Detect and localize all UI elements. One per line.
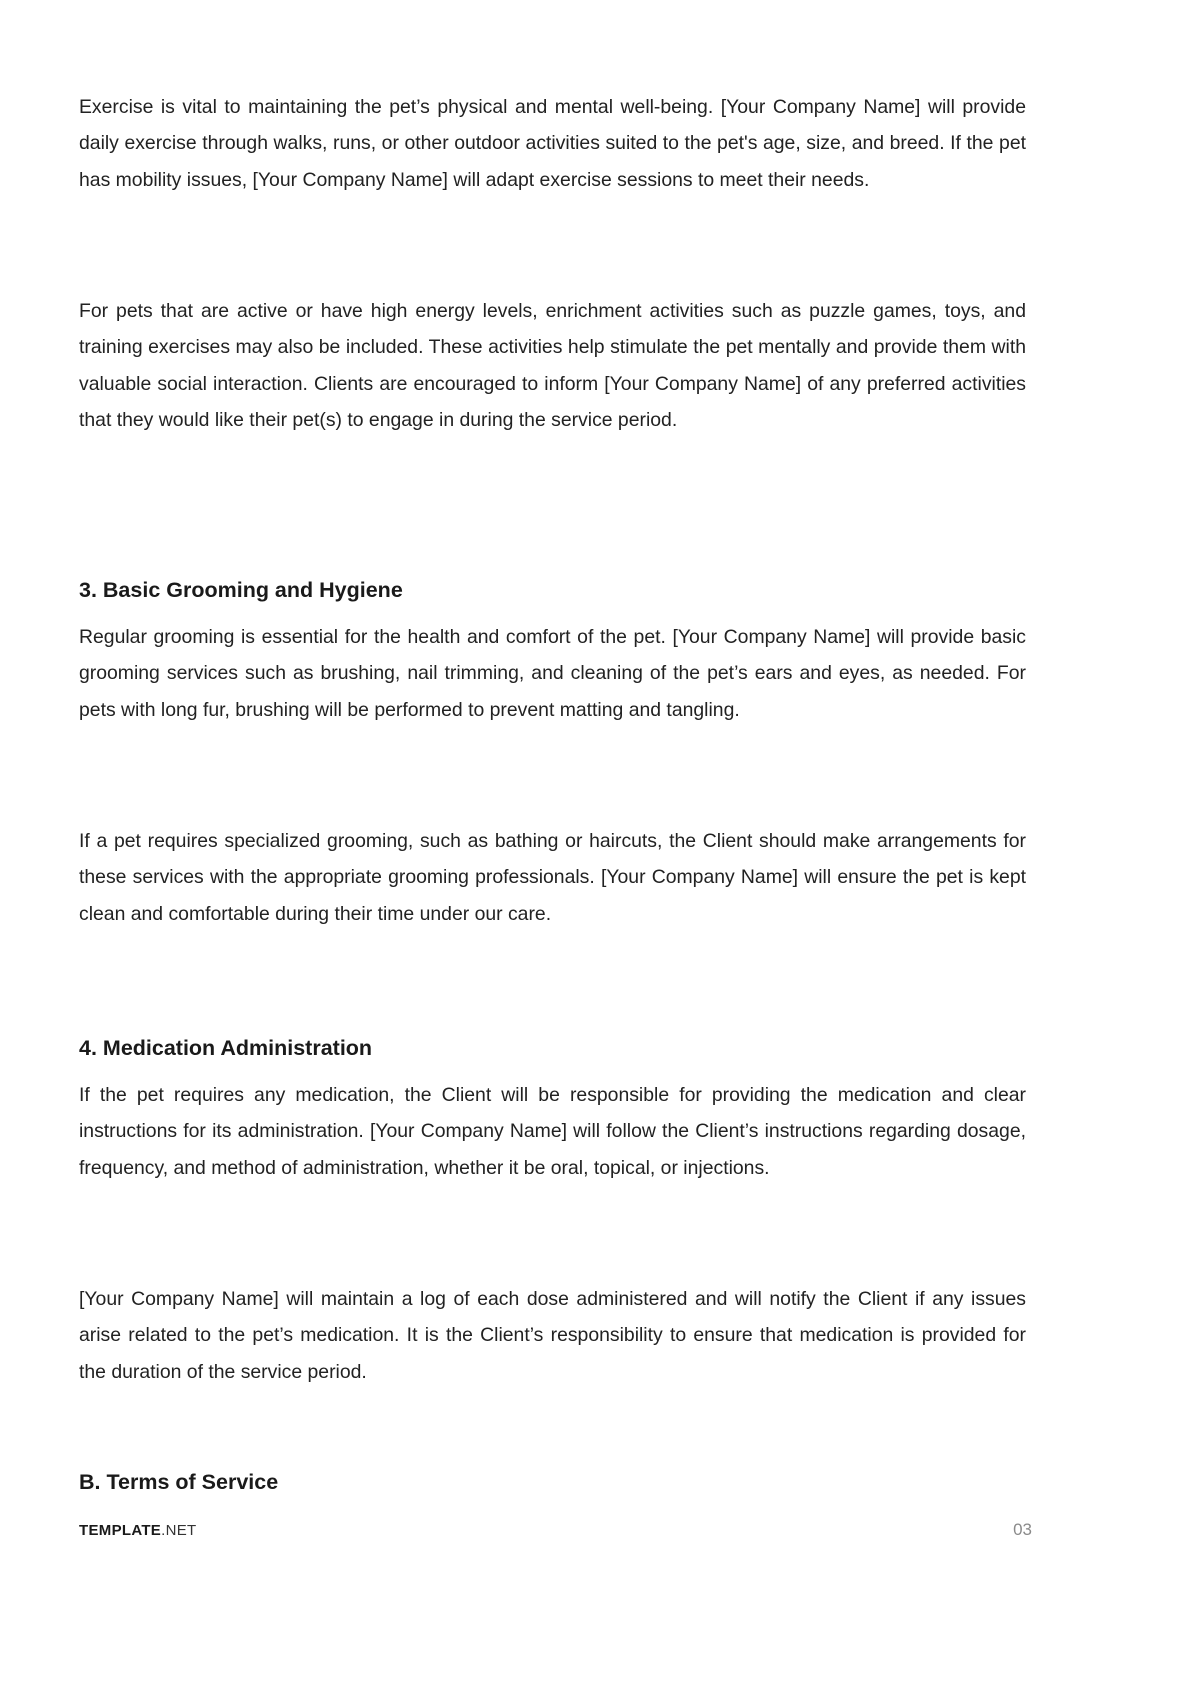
- brand-name-suffix: .NET: [161, 1522, 197, 1539]
- paragraph-text: Exercise is vital to maintaining the pet’s physical and mental well-being. [Your Company Name] will provide daily exercise through walks, runs, or other outdoor activities suited to the pet's age, size, and breed. If the pet has mobility issues, [Your Company Name] will adapt exercise sessions to meet their needs.: [79, 96, 1026, 191]
- page-number: 03: [1013, 1520, 1032, 1539]
- section-heading-medication: [79, 1034, 1026, 1062]
- section-heading: 4. Medication Administration: [79, 1036, 373, 1060]
- paragraph-text: [Your Company Name] will maintain a log of each dose administered and will notify the Client if any issues arise related to the pet’s medication. It is the Client’s responsibility to ensure that medication is provided for the duration of the service period.: [79, 1288, 1026, 1383]
- paragraph-exercise-1: [79, 89, 1026, 198]
- paragraph-medication-2: [79, 1281, 1026, 1390]
- brand-name-bold: TEMPLATE: [79, 1522, 162, 1539]
- paragraph-text: If a pet requires specialized grooming, such as bathing or haircuts, the Client should make arrangements for these services with the appropriate grooming professionals. [Your Company Name] will ensure the pet is kept clean and comfortable during their time under our care.: [79, 830, 1026, 925]
- section-heading: 3. Basic Grooming and Hygiene: [79, 578, 403, 602]
- paragraph-grooming-2: [79, 823, 1026, 932]
- paragraph-text: If the pet requires any medication, the Client will be responsible for providing the medication and clear instructions for its administration. [Your Company Name] will follow the Client’s instructions regarding dosage, frequency, and method of administration, whether it be oral, topical, or injections.: [79, 1084, 1026, 1179]
- section-heading-grooming: [79, 576, 1026, 604]
- paragraph-text: Regular grooming is essential for the health and comfort of the pet. [Your Company Name] will provide basic grooming services such as brushing, nail trimming, and cleaning of the pet’s ears and eyes, as needed. For pets with long fur, brushing will be performed to prevent matting and tangling.: [79, 626, 1026, 721]
- paragraph-grooming-1: [79, 619, 1026, 728]
- paragraph-exercise-2: [79, 293, 1026, 439]
- section-heading-terms: [79, 1468, 1026, 1496]
- paragraph-text: For pets that are active or have high energy levels, enrichment activities such as puzzle games, toys, and training exercises may also be included. These activities help stimulate the pet mentally and provide them with valuable social interaction. Clients are encouraged to inform [Your Company Name] of any preferred activities that they would like their pet(s) to engage in during the service period.: [79, 300, 1026, 432]
- paragraph-medication-1: [79, 1077, 1026, 1186]
- footer-brand-logo: [79, 1522, 197, 1539]
- section-heading: B. Terms of Service: [79, 1470, 279, 1494]
